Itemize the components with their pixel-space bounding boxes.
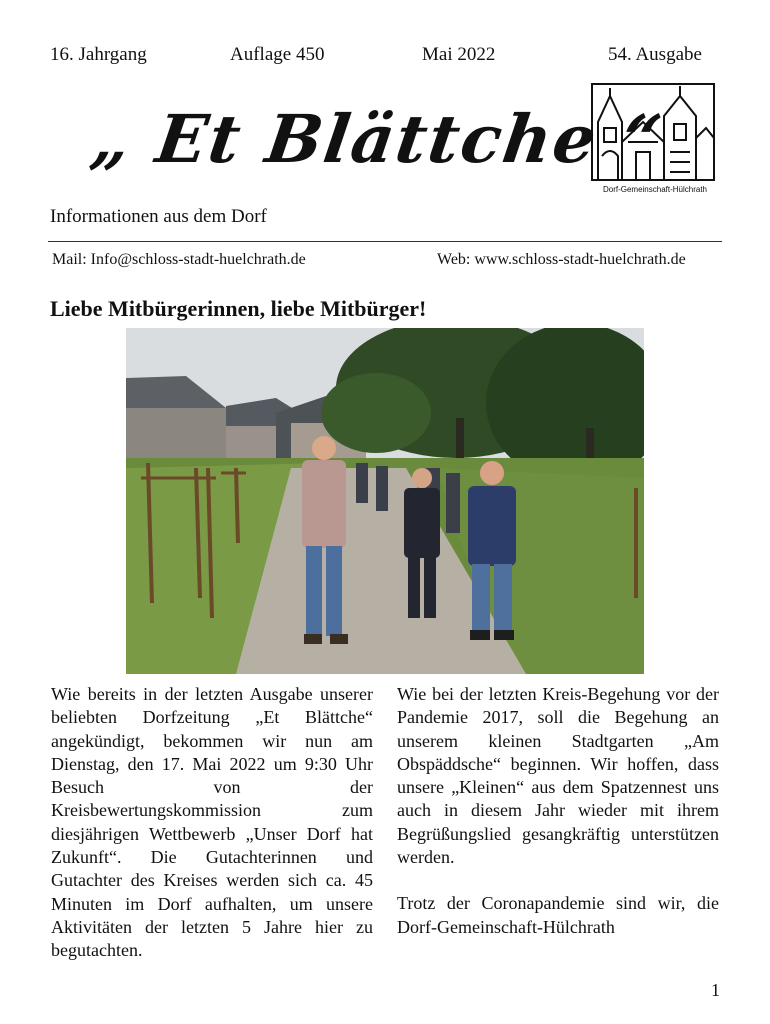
contact-mail: Mail: Info@schloss-stadt-huelchrath.de <box>52 251 306 268</box>
logo-caption: Dorf-Gemeinschaft-Hülchrath <box>602 185 708 194</box>
circulation-label: Auflage 450 <box>230 44 325 65</box>
article-column-left <box>51 683 373 963</box>
article-paragraph: Wie bereits in der letzten Ausgabe unserer beliebten Dorfzeitung „Et Blättche“ angekündigt, bekommen wir nun am Dienstag, den 17. Mai 2022 um 9:30 Uhr Besuch von der Kreisbewertungskommission zum diesjährigen Wettbewerb „Unser Dorf hat Zukunft“. Die Gutachterinnen und Gutachter des Kreises werden sich ca. 45 Minuten im Dorf aufhalten, um unsere Aktivitäten der letzten 5 Jahre hier zu begutachten. <box>51 684 373 961</box>
article-paragraph: Wie bei der letzten Kreis-Begehung vor der Pandemie 2017, soll die Begehung an unserem kleinen Stadtgarten „Am Obspäddsche“ beginnen. Wir hoffen, dass unsere „Kleinen“ aus dem Spatzennest uns auch in diesem Jahr wieder mit ihrem Begrüßungslied gesangkräftig unterstützen werden. <box>397 684 719 868</box>
masthead-title: „ Et Blättche “ <box>86 100 668 178</box>
header-divider <box>48 241 722 242</box>
issue-date: Mai 2022 <box>422 44 496 65</box>
masthead-subtitle: Informationen aus dem Dorf <box>50 206 267 227</box>
group-walk-photo <box>126 328 644 674</box>
contact-web: Web: www.schloss-stadt-huelchrath.de <box>437 251 686 268</box>
article-column-right <box>397 683 719 939</box>
village-logo-icon <box>588 82 718 200</box>
article-paragraph: Trotz der Coronapandemie sind wir, die Dorf-Gemeinschaft-Hülchrath <box>397 893 719 937</box>
page-number: 1 <box>711 980 720 1000</box>
volume-label: 16. Jahrgang <box>50 44 147 65</box>
issue-number: 54. Ausgabe <box>608 44 702 65</box>
article-headline: Liebe Mitbürgerinnen, liebe Mitbürger! <box>50 296 427 321</box>
